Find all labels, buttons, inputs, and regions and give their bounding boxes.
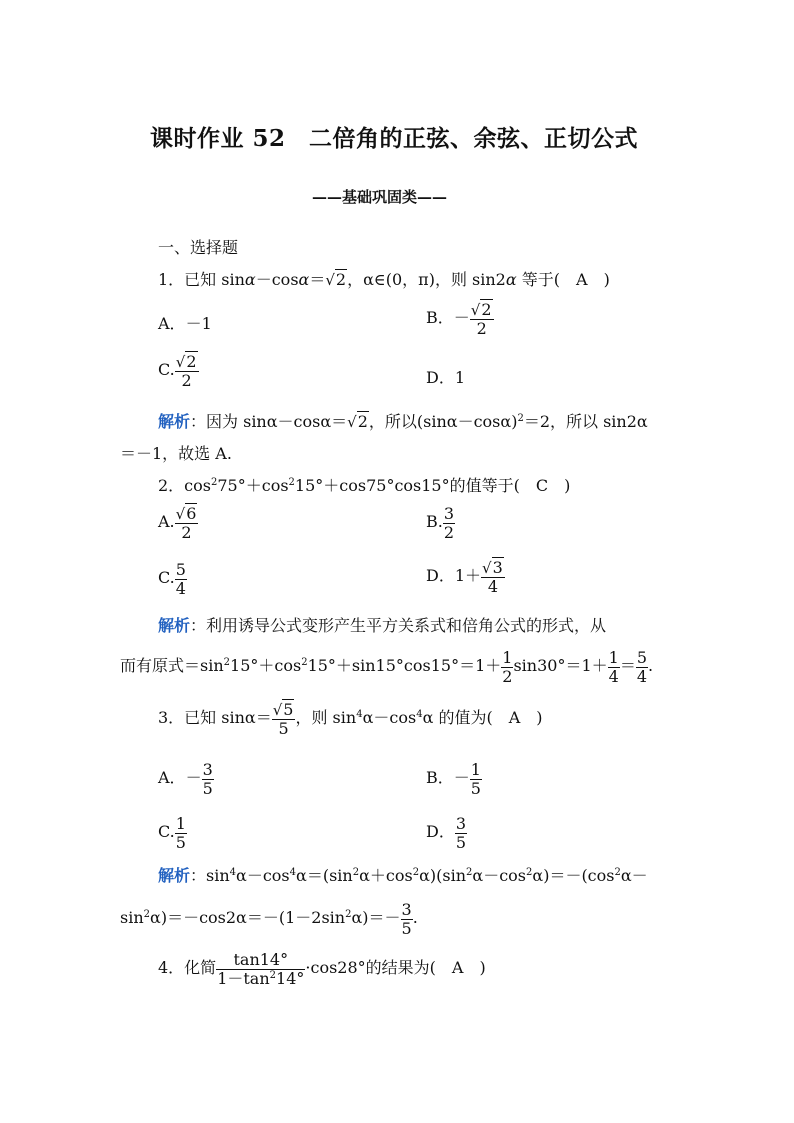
q3-option-a: A．－ $\frac{3}{5}$ xyxy=(158,760,213,798)
sqrt: √2 xyxy=(325,270,347,289)
q1-option-b: B．－ $\frac{√2}{2}$ xyxy=(426,300,492,338)
q2-option-d: D．1＋ $\frac{√3}{4}$ xyxy=(426,558,503,596)
fraction: $\frac{√2}{2}$ xyxy=(470,300,492,338)
answer: A xyxy=(576,270,588,289)
section-subtitle: ——基础巩固类—— xyxy=(312,188,448,206)
answer: A xyxy=(451,958,464,977)
section-heading: 一、选择题 xyxy=(158,238,239,257)
fraction: $\frac{3}{5}$ xyxy=(401,900,412,938)
fraction: $\frac{3}{5}$ xyxy=(455,814,467,852)
answer: C xyxy=(535,476,549,495)
solution-label: 解析 xyxy=(158,866,191,885)
q2-option-c: C. $\frac{5}{4}$ xyxy=(158,560,186,598)
fraction: $\frac{1}{5}$ xyxy=(175,814,186,852)
q3-option-c: C. $\frac{1}{5}$ xyxy=(158,814,186,852)
question-3-stem: 3．已知 sinα＝ $\frac{√5}{5}$ ，则 $\sin^4\alpha-\cos^4\alpha$ 的值为( A ) xyxy=(158,700,543,738)
answer: A xyxy=(508,708,521,727)
fraction: $\frac{√6}{2}$ xyxy=(175,504,197,542)
fraction: $\frac{3}{5}$ xyxy=(202,760,213,798)
question-4-stem: 4．化简 $\frac{\tan 14^\circ}{1-\tan^214^\circ}$ ·cos28°的结果为( A ) xyxy=(158,950,486,988)
fraction: $\frac{5}{4}$ xyxy=(175,560,186,598)
page-title: 课时作业 52 二倍角的正弦、余弦、正切公式 xyxy=(150,125,639,152)
q1-option-d: D．1 xyxy=(426,368,466,387)
q2-solution-line-2: 而有原式$=\sin^215^\circ+\cos^215^\circ+\sin 15^\circ\cos 15^\circ=1+$ $\frac{1}{2}$ sin30°＝1＋ $\frac{1}{4}$ ＝ $\frac{5}{4}$ . xyxy=(120,648,654,686)
question-2-stem: 2．$\cos^275^\circ+\cos^215^\circ+\cos 75^\circ\cos 15^\circ$的值等于( C ) xyxy=(158,476,571,495)
q3-solution-line-1: 解析：$\sin^4\alpha-\cos^4\alpha=(\sin^2\alpha+\cos^2\alpha)(\sin^2\alpha-\cos^2\alpha)=-(\cos^2\alpha-$ xyxy=(158,866,648,885)
q2-option-a: A. $\frac{√6}{2}$ xyxy=(158,504,197,542)
q2-option-b: B. $\frac{3}{2}$ xyxy=(426,504,455,542)
fraction: $\frac{√5}{5}$ xyxy=(272,700,294,738)
q1-option-c: C. $\frac{√2}{2}$ xyxy=(158,352,197,390)
q3-solution-line-2: $\sin^2\alpha)=-\cos 2\alpha=-(1-2\sin^2\alpha)=-$ $\frac{3}{5}$ . xyxy=(120,900,418,938)
fraction: $\frac{1}{4}$ xyxy=(608,648,619,686)
fraction: $\frac{3}{2}$ xyxy=(443,504,455,542)
q1-solution-line-2: ＝－1，故选 A. xyxy=(120,444,232,463)
fraction: $\frac{√3}{4}$ xyxy=(482,558,503,596)
q1-option-a: A．－1 xyxy=(158,314,212,333)
q2-solution-line-1: 解析：利用诱导公式变形产生平方关系式和倍角公式的形式，从 xyxy=(158,616,607,635)
fraction: $\frac{1}{5}$ xyxy=(470,760,481,798)
fraction: $\frac{\tan 14^\circ}{1-\tan^214^\circ}$ xyxy=(217,950,305,988)
solution-label: 解析 xyxy=(158,412,191,431)
fraction: $\frac{5}{4}$ xyxy=(636,648,648,686)
q3-option-b: B．－ $\frac{1}{5}$ xyxy=(426,760,481,798)
q3-option-d: D． $\frac{3}{5}$ xyxy=(426,814,467,852)
question-1-stem: 1．已知 sinα－cosα＝√2，α∈(0，π)，则 sin2α 等于( A ) xyxy=(158,270,610,289)
fraction: $\frac{1}{2}$ xyxy=(502,648,513,686)
fraction: $\frac{√2}{2}$ xyxy=(175,352,197,390)
q1-solution-line-1: 解析：因为 sinα－cosα＝√2，所以$(\sin\alpha-\cos\alpha)^2=2$，所以 sin2α xyxy=(158,412,648,431)
solution-label: 解析 xyxy=(158,616,191,635)
